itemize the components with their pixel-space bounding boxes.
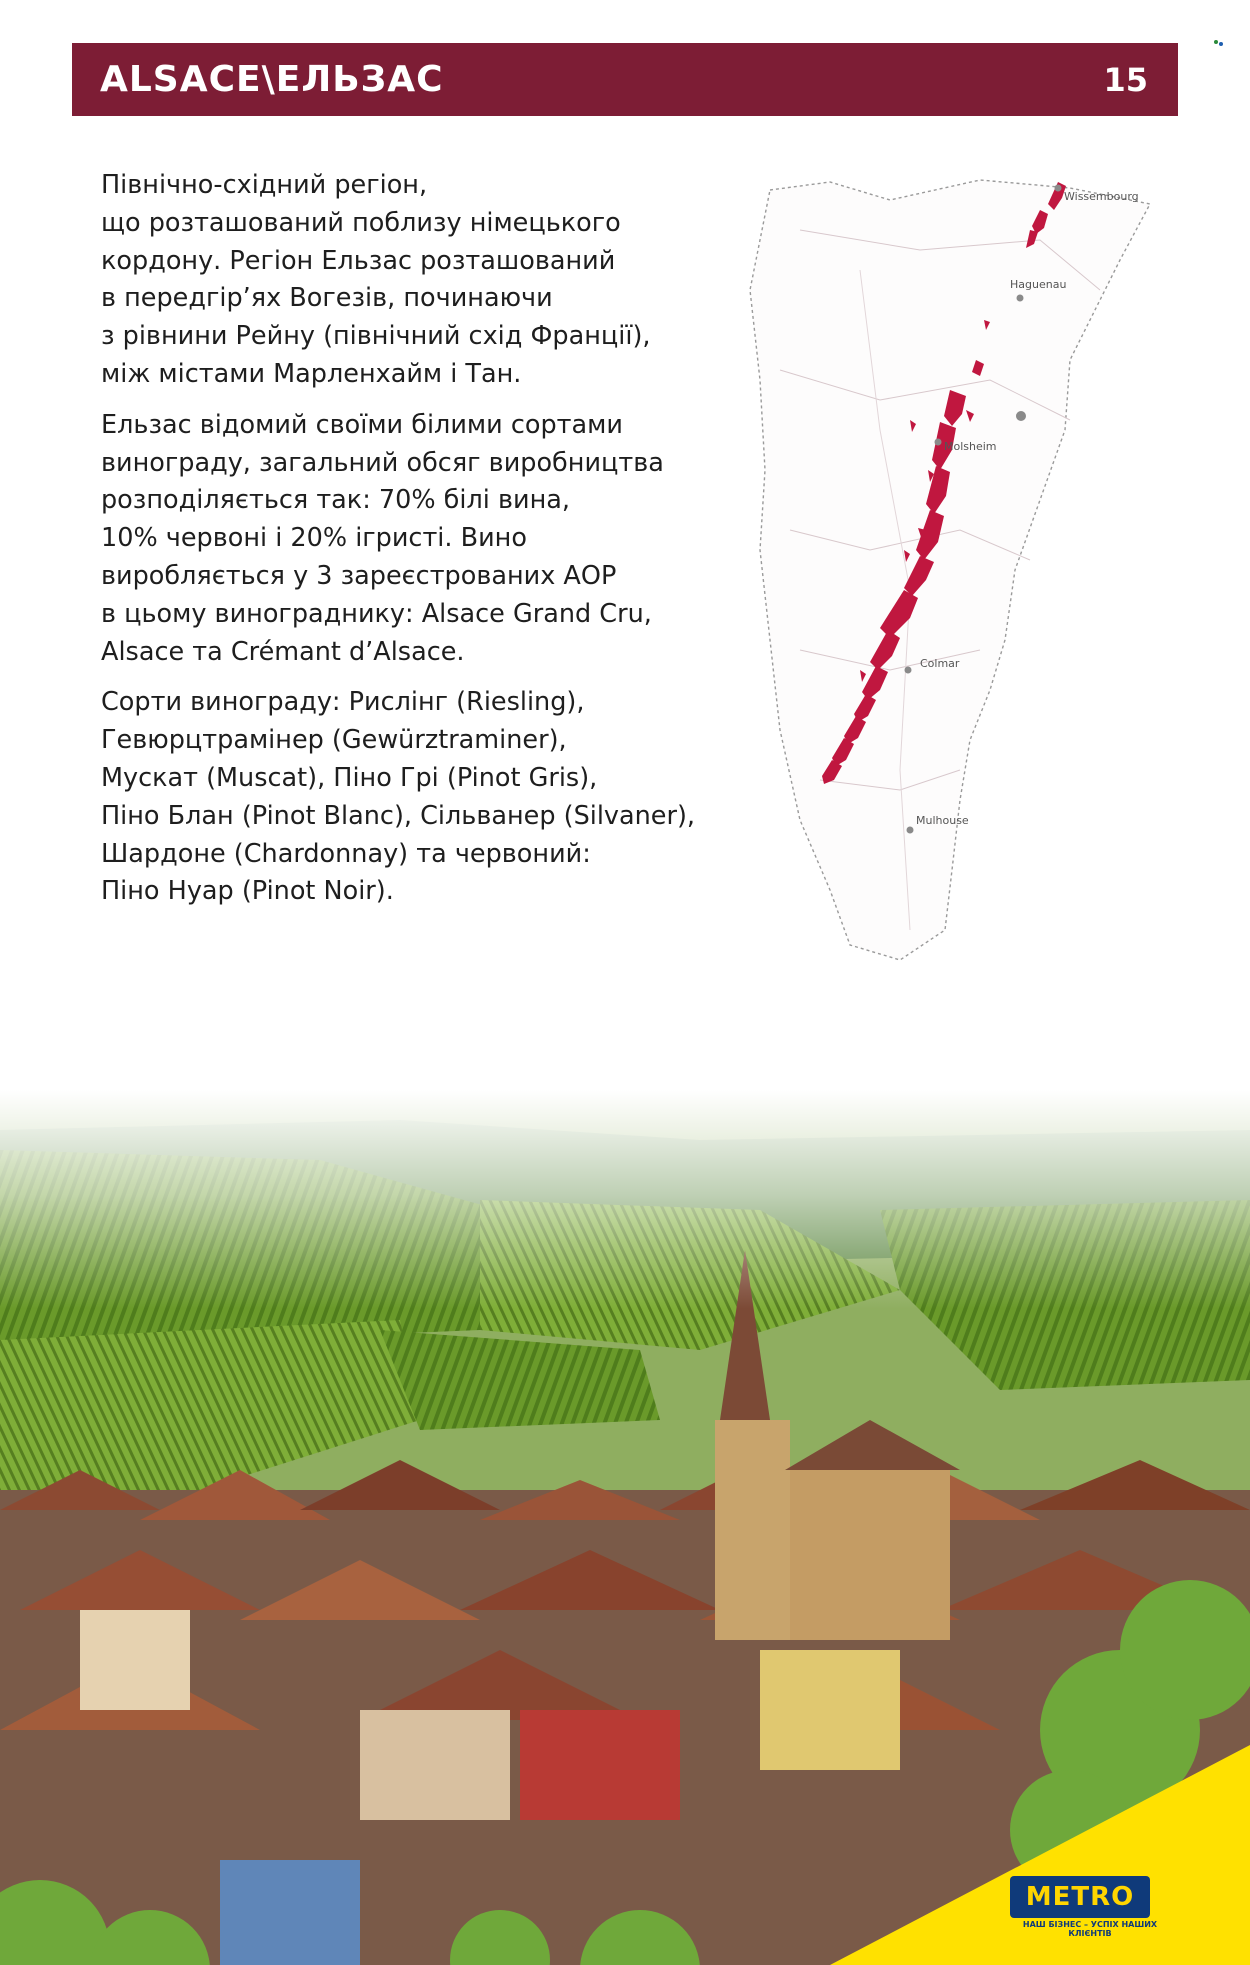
city-label-molsheim: Molsheim	[944, 440, 997, 453]
text-line: винограду, загальний обсяг виробництва	[101, 447, 664, 478]
text-line: виробляється у 3 зареєстрованих АОР	[101, 560, 617, 591]
metro-logo	[1010, 1876, 1150, 1918]
alsace-map	[740, 170, 1170, 990]
text-line: 10% червоні і 20% ігристі. Вино	[101, 523, 527, 554]
paragraph-grapes	[101, 684, 721, 911]
metro-logo-text: METRO	[1025, 1882, 1135, 1912]
text-line: Alsace та Crémant d’Alsace.	[101, 636, 465, 667]
city-label-wissembourg: Wissembourg	[1064, 190, 1139, 203]
body-text	[101, 167, 721, 924]
text-line: що розташований поблизу німецького	[101, 207, 621, 238]
page-number: 15	[1103, 60, 1148, 99]
text-line: в передгір’ях Вогезів, починаючи	[101, 283, 553, 314]
city-label-mulhouse: Mulhouse	[916, 814, 969, 827]
text-line: з рівнини Рейну (північний схід Франції),	[101, 321, 651, 352]
text-line: розподіляється так: 70% білі вина,	[101, 485, 570, 516]
metro-slogan: НАШ БІЗНЕС – УСПІХ НАШИХ КЛІЄНТІВ	[1022, 1920, 1158, 1938]
text-line: в цьому винограднику: Alsace Grand Cru,	[101, 598, 652, 629]
text-line: Мускат (Muscat), Піно Грі (Pinot Gris),	[101, 762, 598, 793]
text-line: Гевюрцтрамінер (Gewürztraminer),	[101, 725, 567, 756]
text-line: Шардоне (Chardonnay) та червоний:	[101, 838, 591, 869]
text-line: Піно Блан (Pinot Blanc), Сільванер (Silvaner),	[101, 800, 696, 831]
text-line: Піно Нуар (Pinot Noir).	[101, 876, 394, 907]
text-line: Сорти винограду: Рислінг (Riesling),	[101, 687, 585, 718]
text-line: між містами Марленхайм і Тан.	[101, 358, 522, 389]
corner-mark-icon	[1213, 38, 1225, 48]
paragraph-production	[101, 407, 721, 672]
header-bar	[72, 43, 1178, 116]
city-label-colmar: Colmar	[920, 657, 960, 670]
text-line: Північно-східний регіон,	[101, 170, 428, 200]
city-label-haguenau: Haguenau	[1010, 278, 1067, 291]
page-title: ALSACE\ЕЛЬЗАС	[100, 59, 444, 100]
text-line: Ельзас відомий своїми білими сортами	[101, 409, 623, 440]
paragraph-intro	[101, 167, 721, 394]
region-outline	[750, 180, 1150, 960]
text-line: кордону. Регіон Ельзас розташований	[101, 245, 616, 276]
